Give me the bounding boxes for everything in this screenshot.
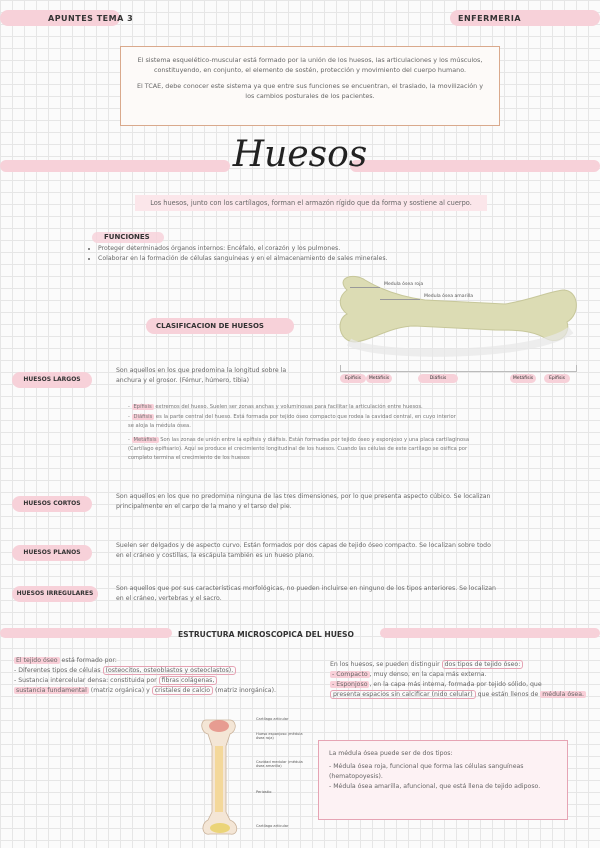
bone-part-epifisis: Epífisis <box>544 374 570 383</box>
tag-huesos-irregulares: HUESOS IRREGULARES <box>12 586 98 602</box>
funciones-item: • Proteger determinados órganos internos: Encéfalo, el corazón y los pulmones. <box>98 244 428 254</box>
subtitle-box <box>135 195 487 211</box>
medula-roja: - Médula ósea roja, funcional que forma las células sanguíneas (hematopoyesis). <box>329 763 524 780</box>
bone-part-metafisis: Metáfisis <box>366 374 392 383</box>
funciones-item: • Colaborar en la formación de células sanguíneas y en el almacenamiento de sales minerales. <box>98 254 428 264</box>
estructura-left-text <box>14 656 284 696</box>
estructura-right-l3b: , en la capa más interna, formada por tejido sólido, que <box>369 681 542 688</box>
term-epifisis: Epífisis <box>133 404 152 410</box>
largos-diafisis: - Diáfisis es la parte central del hueso. Está formada por tejido óseo compacto que rodea la cavidad central, en cuyo interior se aloja la médula ósea. <box>128 414 456 429</box>
intro-paragraph-2: El TCAE, debe conocer este sistema ya que entre sus funciones se encuentran, el traslado, la movilización y los cambios posturales de los pacientes. <box>136 82 484 100</box>
bone-label-red: Medula ósea roja <box>384 282 424 287</box>
page-title: Huesos <box>232 134 368 175</box>
estructura-bar-left <box>0 628 172 638</box>
largos-metafisis: - Metáfisis Son las zonas de unión entre la epífisis y diáfisis. Están formadas por tejido óseo y esponjoso y una placa cartilaginosa (Cartílago epifisario). Aquí se produce el crecimiento longitudinal de los huesos. Cuando las células de este cartílago se osifica por completo termina el crecimiento de los huesos <box>128 437 470 461</box>
irregulares-text: Son aquellos que por sus características morfológicas, no pueden incluirse en ninguno de los tipos anteriores. Se localizan en el cráneo, vertebras y el sacro. <box>116 585 496 602</box>
medula-intro: La médula ósea puede ser de dos tipos: <box>329 750 453 757</box>
estructura-left-line1 <box>14 656 284 666</box>
estructura-left-l4b: (matriz orgánica) y <box>88 687 152 694</box>
largos-epifisis: - Epífisis extremos del hueso. Suelen ser zonas anchas y voluminosas para facilitar la articulación entre huesos. <box>128 404 423 410</box>
femur-label: Hueso esponjoso (médula ósea roja) <box>256 732 303 740</box>
estructura-right-line2 <box>330 670 592 680</box>
femur-head-icon <box>209 720 229 732</box>
femur-marrow-icon <box>215 746 223 812</box>
estructura-right-line3 <box>330 680 592 690</box>
epifisis-text: extremos del hueso. Suelen ser zonas anchas y voluminosas para facilitar la articulación entre huesos. <box>155 404 423 410</box>
estructura-right-text <box>330 660 592 700</box>
long-bone-diagram <box>335 270 580 370</box>
estructura-right-line4 <box>330 690 592 700</box>
medula-highlight: médula ósea. <box>542 691 584 698</box>
sustancia-highlight: sustancia fundamental <box>16 687 87 694</box>
bone-label-yellow: Medula ósea amarilla <box>424 294 474 299</box>
medula-box <box>318 740 568 820</box>
celulas-highlight: (osteocitos, osteoblastos y osteoclastos). <box>103 666 237 675</box>
estructura-left-l1b: está formado por: <box>59 657 117 664</box>
estructura-right-l2b: , muy denso, en la capa más externa. <box>369 671 487 678</box>
bone-part-metafisis: Metáfisis <box>510 374 536 383</box>
espacios-highlight: presenta espacios sin calcificar (nido celular) <box>330 690 476 699</box>
estructura-left-l3a: - Sustancia intercelular densa: constituida por <box>14 677 159 684</box>
femur-label: Cavidad medular (médula ósea amarilla) <box>256 760 303 768</box>
estructura-title: ESTRUCTURA MICROSCOPICA DEL HUESO <box>178 630 354 639</box>
estructura-left-line2 <box>14 666 284 676</box>
clasificacion-title: CLASIFICACION DE HUESOS <box>156 322 264 330</box>
femur-base-icon <box>210 823 230 833</box>
fibras-highlight: fibras colágenas, <box>159 676 218 685</box>
femur-label: Cartílago articular <box>256 717 289 721</box>
femur-label: Periostio <box>256 790 272 794</box>
estructura-bar-right <box>380 628 600 638</box>
estructura-right-line1 <box>330 660 592 670</box>
estructura-right-l1a: En los huesos, se pueden distinguir <box>330 661 442 668</box>
bone-part-diafisis: Diáfisis <box>418 374 458 383</box>
compacto-highlight: - Compacto <box>332 671 368 678</box>
tag-huesos-planos: HUESOS PLANOS <box>12 545 92 561</box>
estructura-right-l4b: que están llenos de <box>475 691 541 698</box>
intro-paragraph-1: El sistema esquelético-muscular está formado por la unión de los huesos, las articulaciones y los músculos, constituyendo, en conjunto, el elemento de sostén, protección y movimiento del cuerpo humano. <box>137 56 483 74</box>
metafisis-text: Son las zonas de unión entre la epífisis y diáfisis. Están formadas por tejido óseo y esponjoso y una placa cartilaginosa (Cartílago epifisario). Aquí se produce el crecimiento longitudinal de los huesos. Cuando las células de este cartílago se osifica por completo termina el crecimiento de los huesos <box>128 437 470 461</box>
tag-huesos-largos: HUESOS LARGOS <box>12 372 92 388</box>
femur-label: Cartílago articular <box>256 824 289 828</box>
diafisis-text: es la parte central del hueso. Está formada por tejido óseo compacto que rodea la cavidad central, en cuyo interior se aloja la médula ósea. <box>128 414 456 429</box>
bone-parts-bracket <box>340 365 577 372</box>
term-metafisis: Metáfisis <box>133 437 157 443</box>
intro-box <box>120 46 500 126</box>
esponjoso-highlight: - Esponjoso <box>332 681 368 688</box>
bone-label-line-yellow <box>380 299 420 300</box>
cortos-text: Son aquellos en los que no predomina ninguna de las tres dimensiones, por lo que presenta aspecto cúbico. Se localizan principalmente en el carpo de la mano y el tarso del pie. <box>116 493 491 510</box>
largos-text: Son aquellos en los que predomina la longitud sobre la anchura y el grosor. (Fémur, húmero, tibia) <box>116 367 287 384</box>
bone-label-line-red <box>350 287 380 288</box>
tejido-oseo-highlight: El tejido óseo <box>16 657 58 664</box>
funciones-label: FUNCIONES <box>104 233 150 241</box>
estructura-left-line3 <box>14 676 284 686</box>
term-diafisis: Diáfisis <box>133 414 153 420</box>
tipos-tejido-highlight: dos tipos de tejido óseo: <box>442 660 524 669</box>
estructura-left-l4d: (matriz inorgánica). <box>213 687 276 694</box>
bone-part-epifisis: Epífisis <box>340 374 366 383</box>
planos-text: Suelen ser delgados y de aspecto curvo. Están formados por dos capas de tejido óseo compacto. Se localizan sobre todo en el cráneo y costillas, la escápula también es un hueso plano. <box>116 542 491 559</box>
header-right: ENFERMERIA <box>458 14 522 23</box>
header-left: APUNTES TEMA 3 <box>48 14 134 23</box>
estructura-left-l2a: - Diferentes tipos de células <box>14 667 103 674</box>
estructura-left-line4 <box>14 686 284 696</box>
subtitle: Los huesos, junto con los cartílagos, forman el armazón rígido que da forma y sostiene al cuerpo. <box>150 199 472 207</box>
cristales-highlight: cristales de calcio <box>152 686 213 695</box>
funciones-list <box>88 244 428 264</box>
medula-amarilla: - Médula ósea amarilla, afuncional, que está llena de tejido adiposo. <box>329 783 541 790</box>
femur-diagram <box>196 716 242 838</box>
tag-huesos-cortos: HUESOS CORTOS <box>12 496 92 512</box>
